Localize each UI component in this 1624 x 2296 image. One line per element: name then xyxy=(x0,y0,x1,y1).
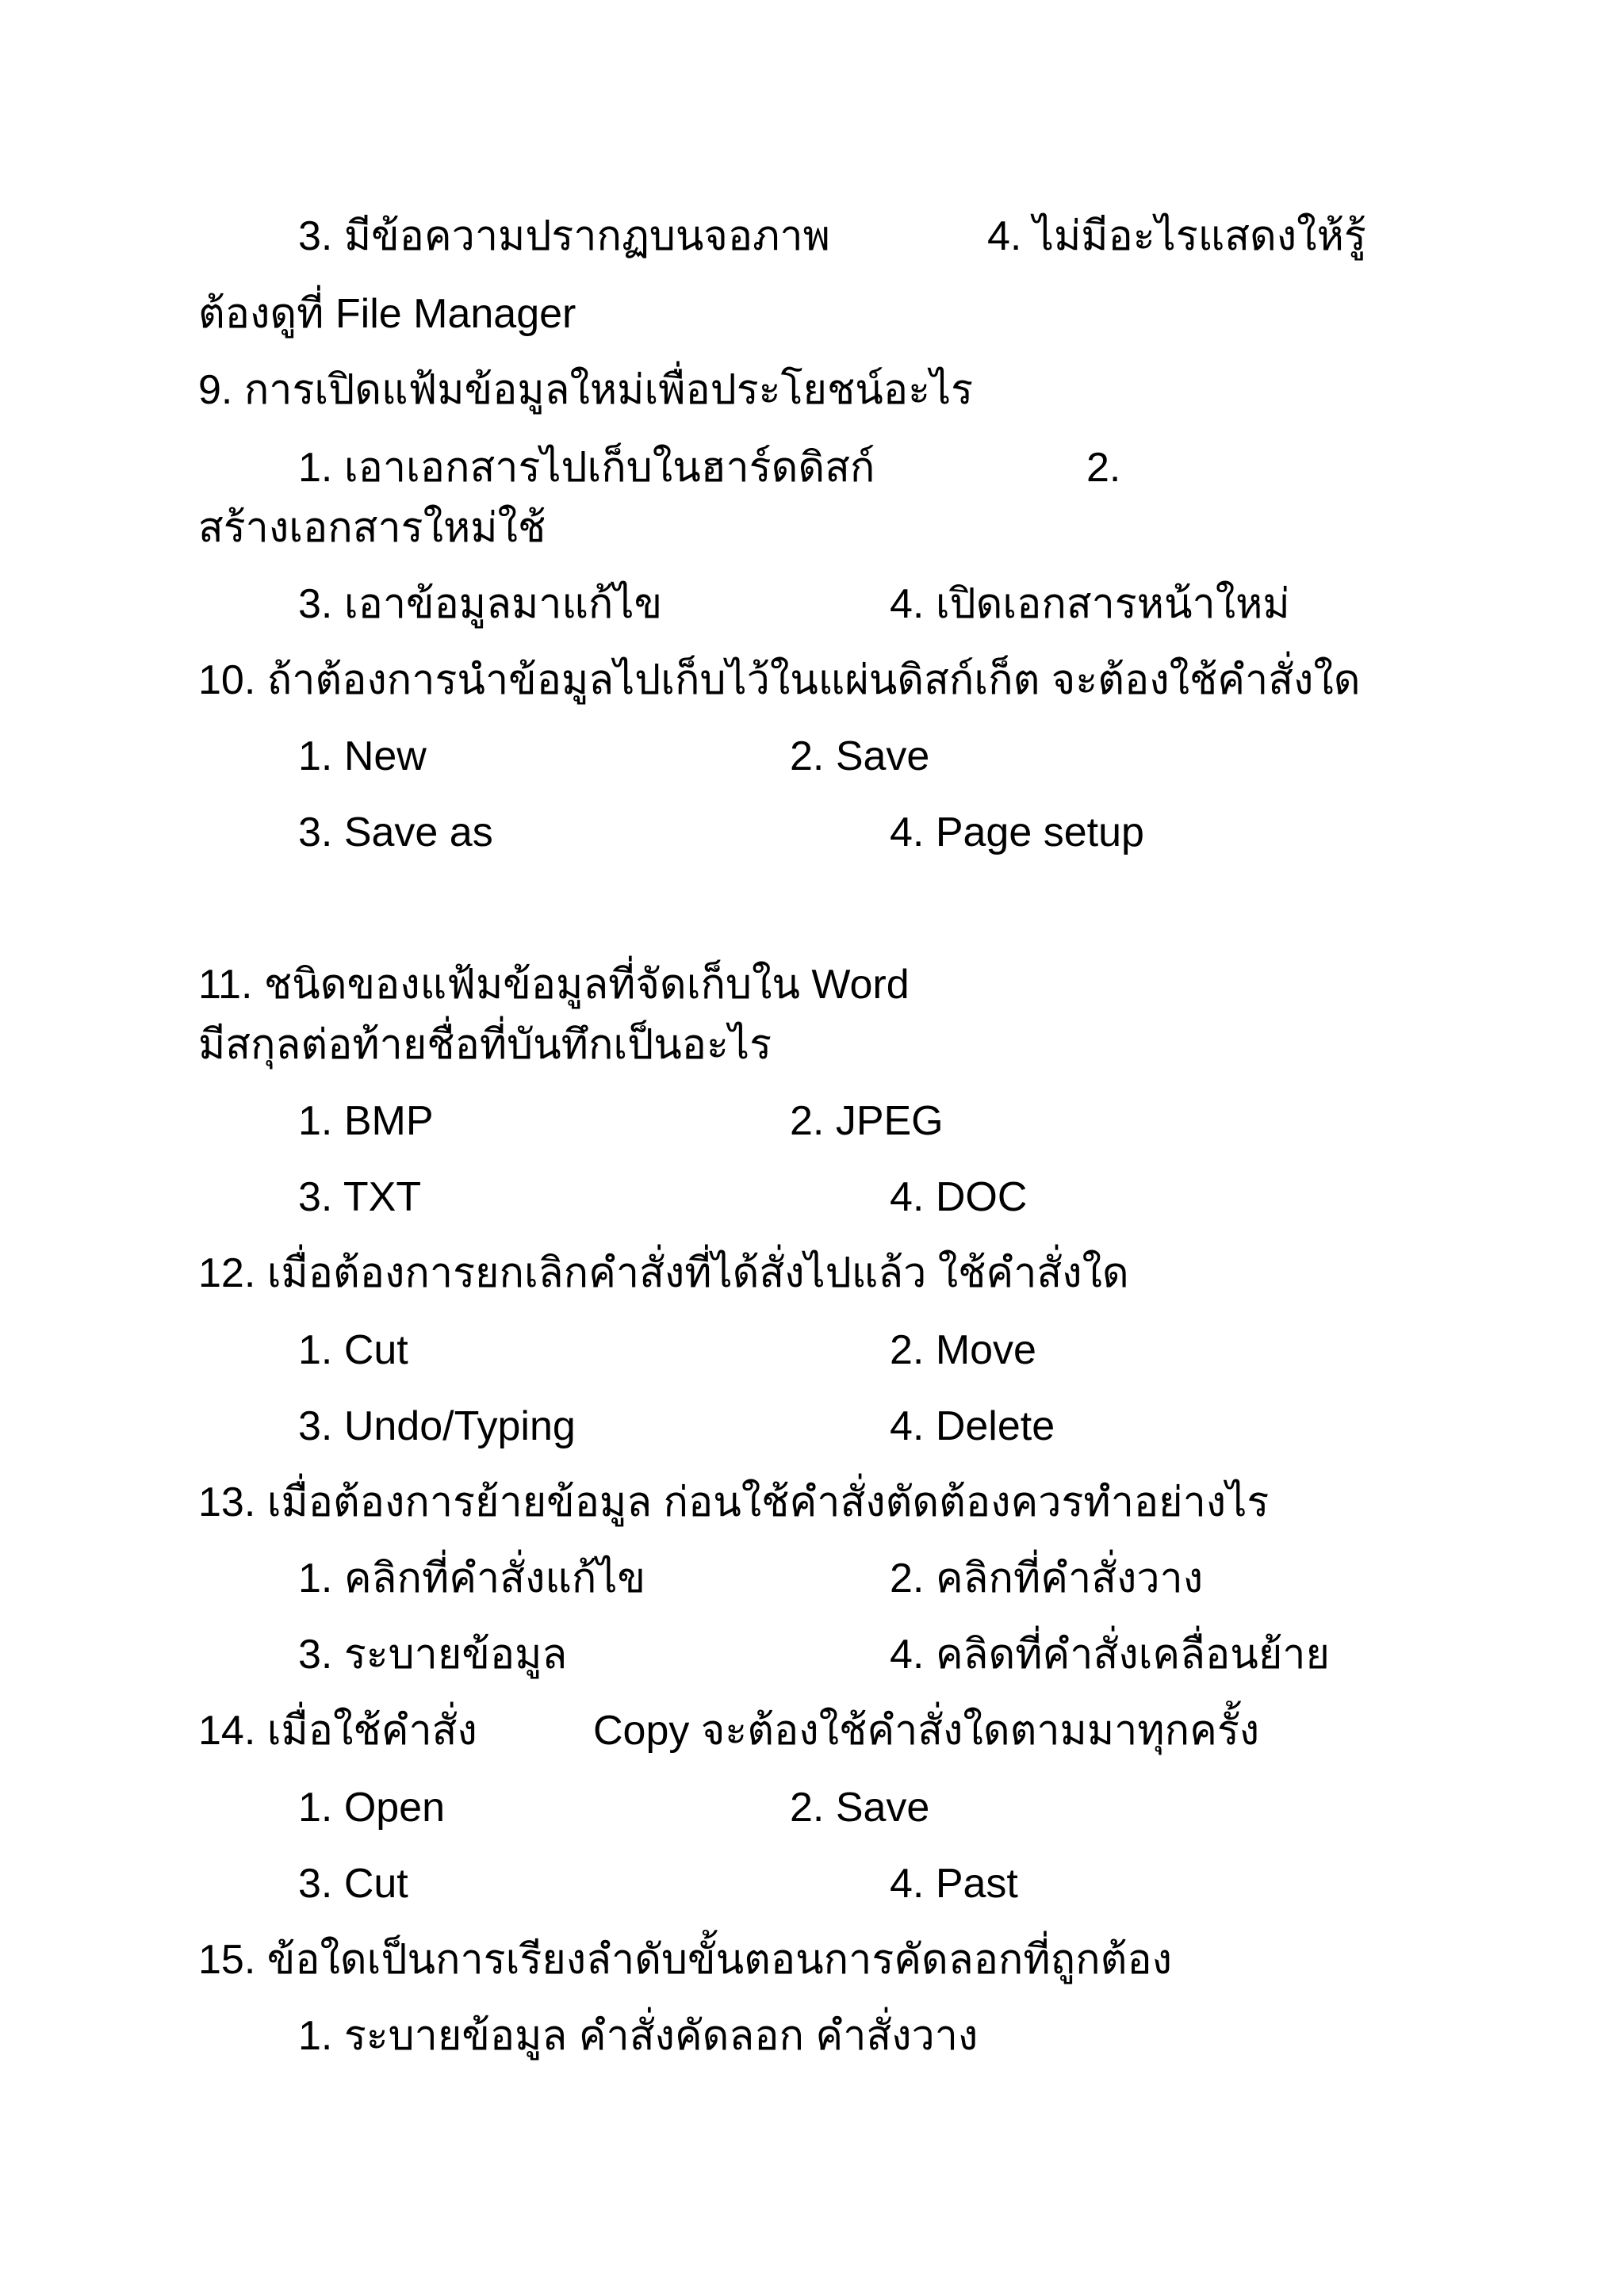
q15-option-1: 1. ระบายข้อมูล คำสั่งคัดลอก คำสั่งวาง xyxy=(298,2013,979,2059)
q10-option-3: 3. Save as xyxy=(298,809,493,855)
q11-text-continued: มีสกุลต่อท้ายชื่อที่บันทึกเป็นอะไร xyxy=(198,1022,772,1068)
q12-option-2: 2. Move xyxy=(890,1327,1036,1373)
q15-text: 15. ข้อใดเป็นการเรียงลำดับขั้นตอนการคัดลอกที่ถูกต้อง xyxy=(198,1937,1173,1983)
q10-option-4: 4. Page setup xyxy=(890,809,1144,855)
q13-option-3: 3. ระบายข้อมูล xyxy=(298,1632,568,1678)
q8-option-4: 4. ไม่มีอะไรแสดงให้รู้ xyxy=(987,213,1366,259)
q14-text: 14. เมื่อใช้คำสั่ง xyxy=(198,1708,477,1754)
q13-option-1: 1. คลิกที่คำสั่งแก้ไข xyxy=(298,1556,646,1601)
q14-text-part2: Copy จะต้องใช้คำสั่งใดตามมาทุกครั้ง xyxy=(593,1708,1260,1754)
q12-text: 12. เมื่อต้องการยกเลิกคำสั่งที่ได้สั่งไปแล้ว ใช้คำสั่งใด xyxy=(198,1250,1129,1296)
q9-option-4: 4. เปิดเอกสารหน้าใหม่ xyxy=(890,581,1290,627)
q12-option-1: 1. Cut xyxy=(298,1327,408,1373)
q11-option-1: 1. BMP xyxy=(298,1098,434,1144)
q12-option-4: 4. Delete xyxy=(890,1403,1055,1449)
q9-text: 9. การเปิดแฟ้มข้อมูลใหม่เพื่อประโยชน์อะไร xyxy=(198,367,974,413)
q14-option-2: 2. Save xyxy=(790,1785,930,1831)
q11-option-2: 2. JPEG xyxy=(790,1098,944,1144)
q10-text: 10. ถ้าต้องการนำข้อมูลไปเก็บไว้ในแผ่นดิสก์เก็ต จะต้องใช้คำสั่งใด xyxy=(198,657,1361,703)
q9-option-1: 1. เอาเอกสารไปเก็บในฮาร์ดดิสก์ xyxy=(298,445,875,491)
q8-option-3: 3. มีข้อความปรากฏบนจอภาพ xyxy=(298,213,830,259)
q10-option-1: 1. New xyxy=(298,733,427,779)
q11-option-3: 3. TXT xyxy=(298,1174,422,1220)
q8-option-4-continued: ต้องดูที่ File Manager xyxy=(198,291,576,337)
q11-text: 11. ชนิดของแฟ้มข้อมูลที่จัดเก็บใน Word xyxy=(198,962,910,1008)
q14-option-1: 1. Open xyxy=(298,1785,446,1831)
q9-option-2-continued: สร้างเอกสารใหม่ใช้ xyxy=(198,505,546,551)
q13-option-4: 4. คลิดที่คำสั่งเคลื่อนย้าย xyxy=(890,1632,1330,1678)
q14-option-4: 4. Past xyxy=(890,1861,1018,1907)
q9-option-3: 3. เอาข้อมูลมาแก้ไข xyxy=(298,581,663,627)
q13-text: 13. เมื่อต้องการย้ายข้อมูล ก่อนใช้คำสั่งตัดต้องควรทำอย่างไร xyxy=(198,1479,1270,1525)
q10-option-2: 2. Save xyxy=(790,733,930,779)
q12-option-3: 3. Undo/Typing xyxy=(298,1403,576,1449)
q13-option-2: 2. คลิกที่คำสั่งวาง xyxy=(890,1556,1204,1601)
q9-option-2: 2. xyxy=(1086,445,1121,491)
q11-option-4: 4. DOC xyxy=(890,1174,1028,1220)
q14-option-3: 3. Cut xyxy=(298,1861,408,1907)
